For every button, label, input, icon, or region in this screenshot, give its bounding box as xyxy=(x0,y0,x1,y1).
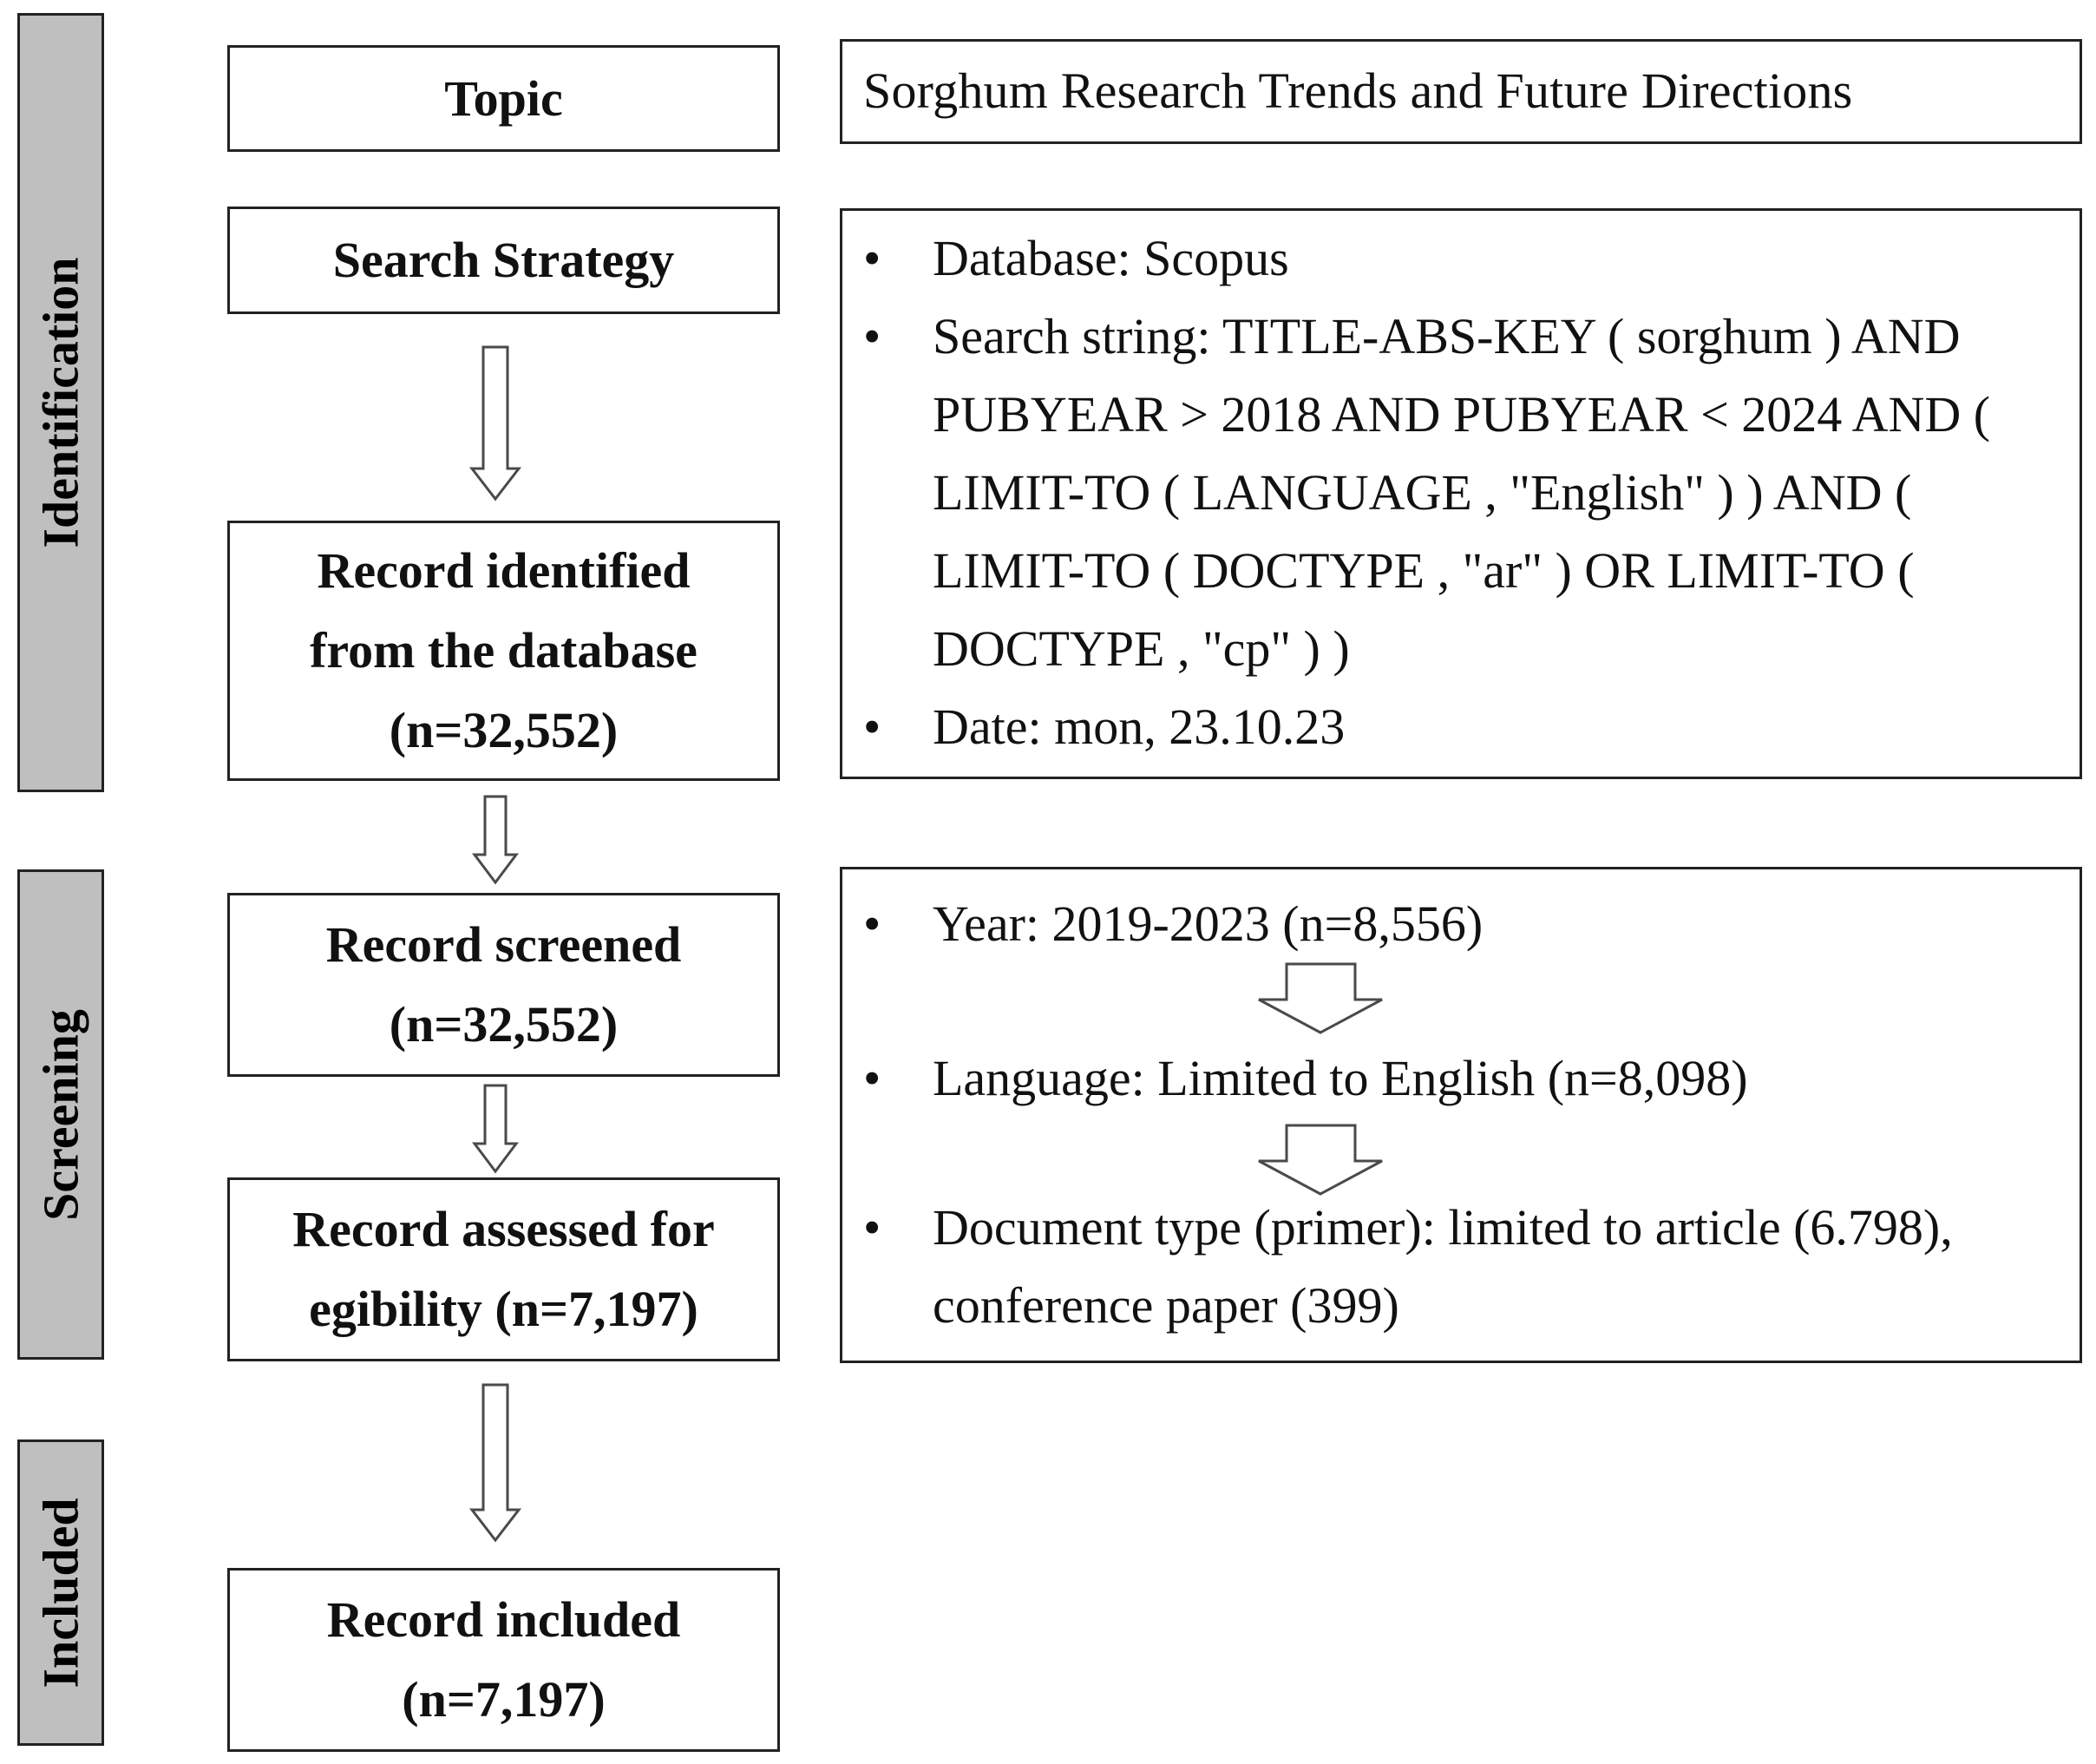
records-assessed-line2: egibility (n=7,197) xyxy=(309,1281,698,1337)
search-strategy-label: Search Strategy xyxy=(332,232,675,288)
arrow-identified-to-screened xyxy=(475,797,516,882)
search-detail-string: • Search string: TITLE-ABS-KEY ( sorghum ) AND PUBYEAR > 2018 AND PUBYEAR < 2024 AND ( LIMIT-TO ( LANGUAGE , "English" ) ) AND ( LIMIT-TO ( DOCTYPE , "ar" ) OR LIMIT-TO ( DOCTYPE , "cp" ) ) xyxy=(842,298,2080,688)
arrow-screened-to-assessed xyxy=(475,1085,516,1171)
records-included-line1: Record included xyxy=(326,1591,681,1648)
records-included-count: (n=7,197) xyxy=(402,1671,606,1728)
arrow-language-to-doctype xyxy=(1259,1125,1382,1194)
screening-detail-year: • Year: 2019-2023 (n=8,556) xyxy=(842,885,2080,963)
records-identified-line1: Record identified xyxy=(317,542,691,599)
phase-label-screening: Screening xyxy=(32,1008,89,1221)
arrow-year-to-language xyxy=(1259,964,1382,1033)
search-detail-date: • Date: mon, 23.10.23 xyxy=(842,688,2080,766)
records-assessed-line1: Record assessed for xyxy=(292,1201,715,1257)
records-identified-count: (n=32,552) xyxy=(389,702,619,758)
phase-label-included: Included xyxy=(32,1497,89,1689)
phase-label-identification: Identification xyxy=(32,257,89,548)
search-detail-database: • Database: Scopus xyxy=(842,220,2080,298)
topic-label: Topic xyxy=(444,69,563,127)
topic-text: Sorghum Research Trends and Future Directions xyxy=(863,62,1853,119)
screening-detail-language: • Language: Limited to English (n=8,098) xyxy=(842,1039,2080,1118)
records-identified-line2: from the database xyxy=(310,622,698,679)
screening-detail-doctype: • Document type (primer): limited to article (6.798), conference paper (399) xyxy=(842,1189,2080,1345)
arrow-assessed-to-included xyxy=(472,1385,519,1540)
records-screened-line1: Record screened xyxy=(325,916,682,973)
arrow-search-to-identified xyxy=(472,347,519,499)
records-screened-count: (n=32,552) xyxy=(389,996,619,1052)
